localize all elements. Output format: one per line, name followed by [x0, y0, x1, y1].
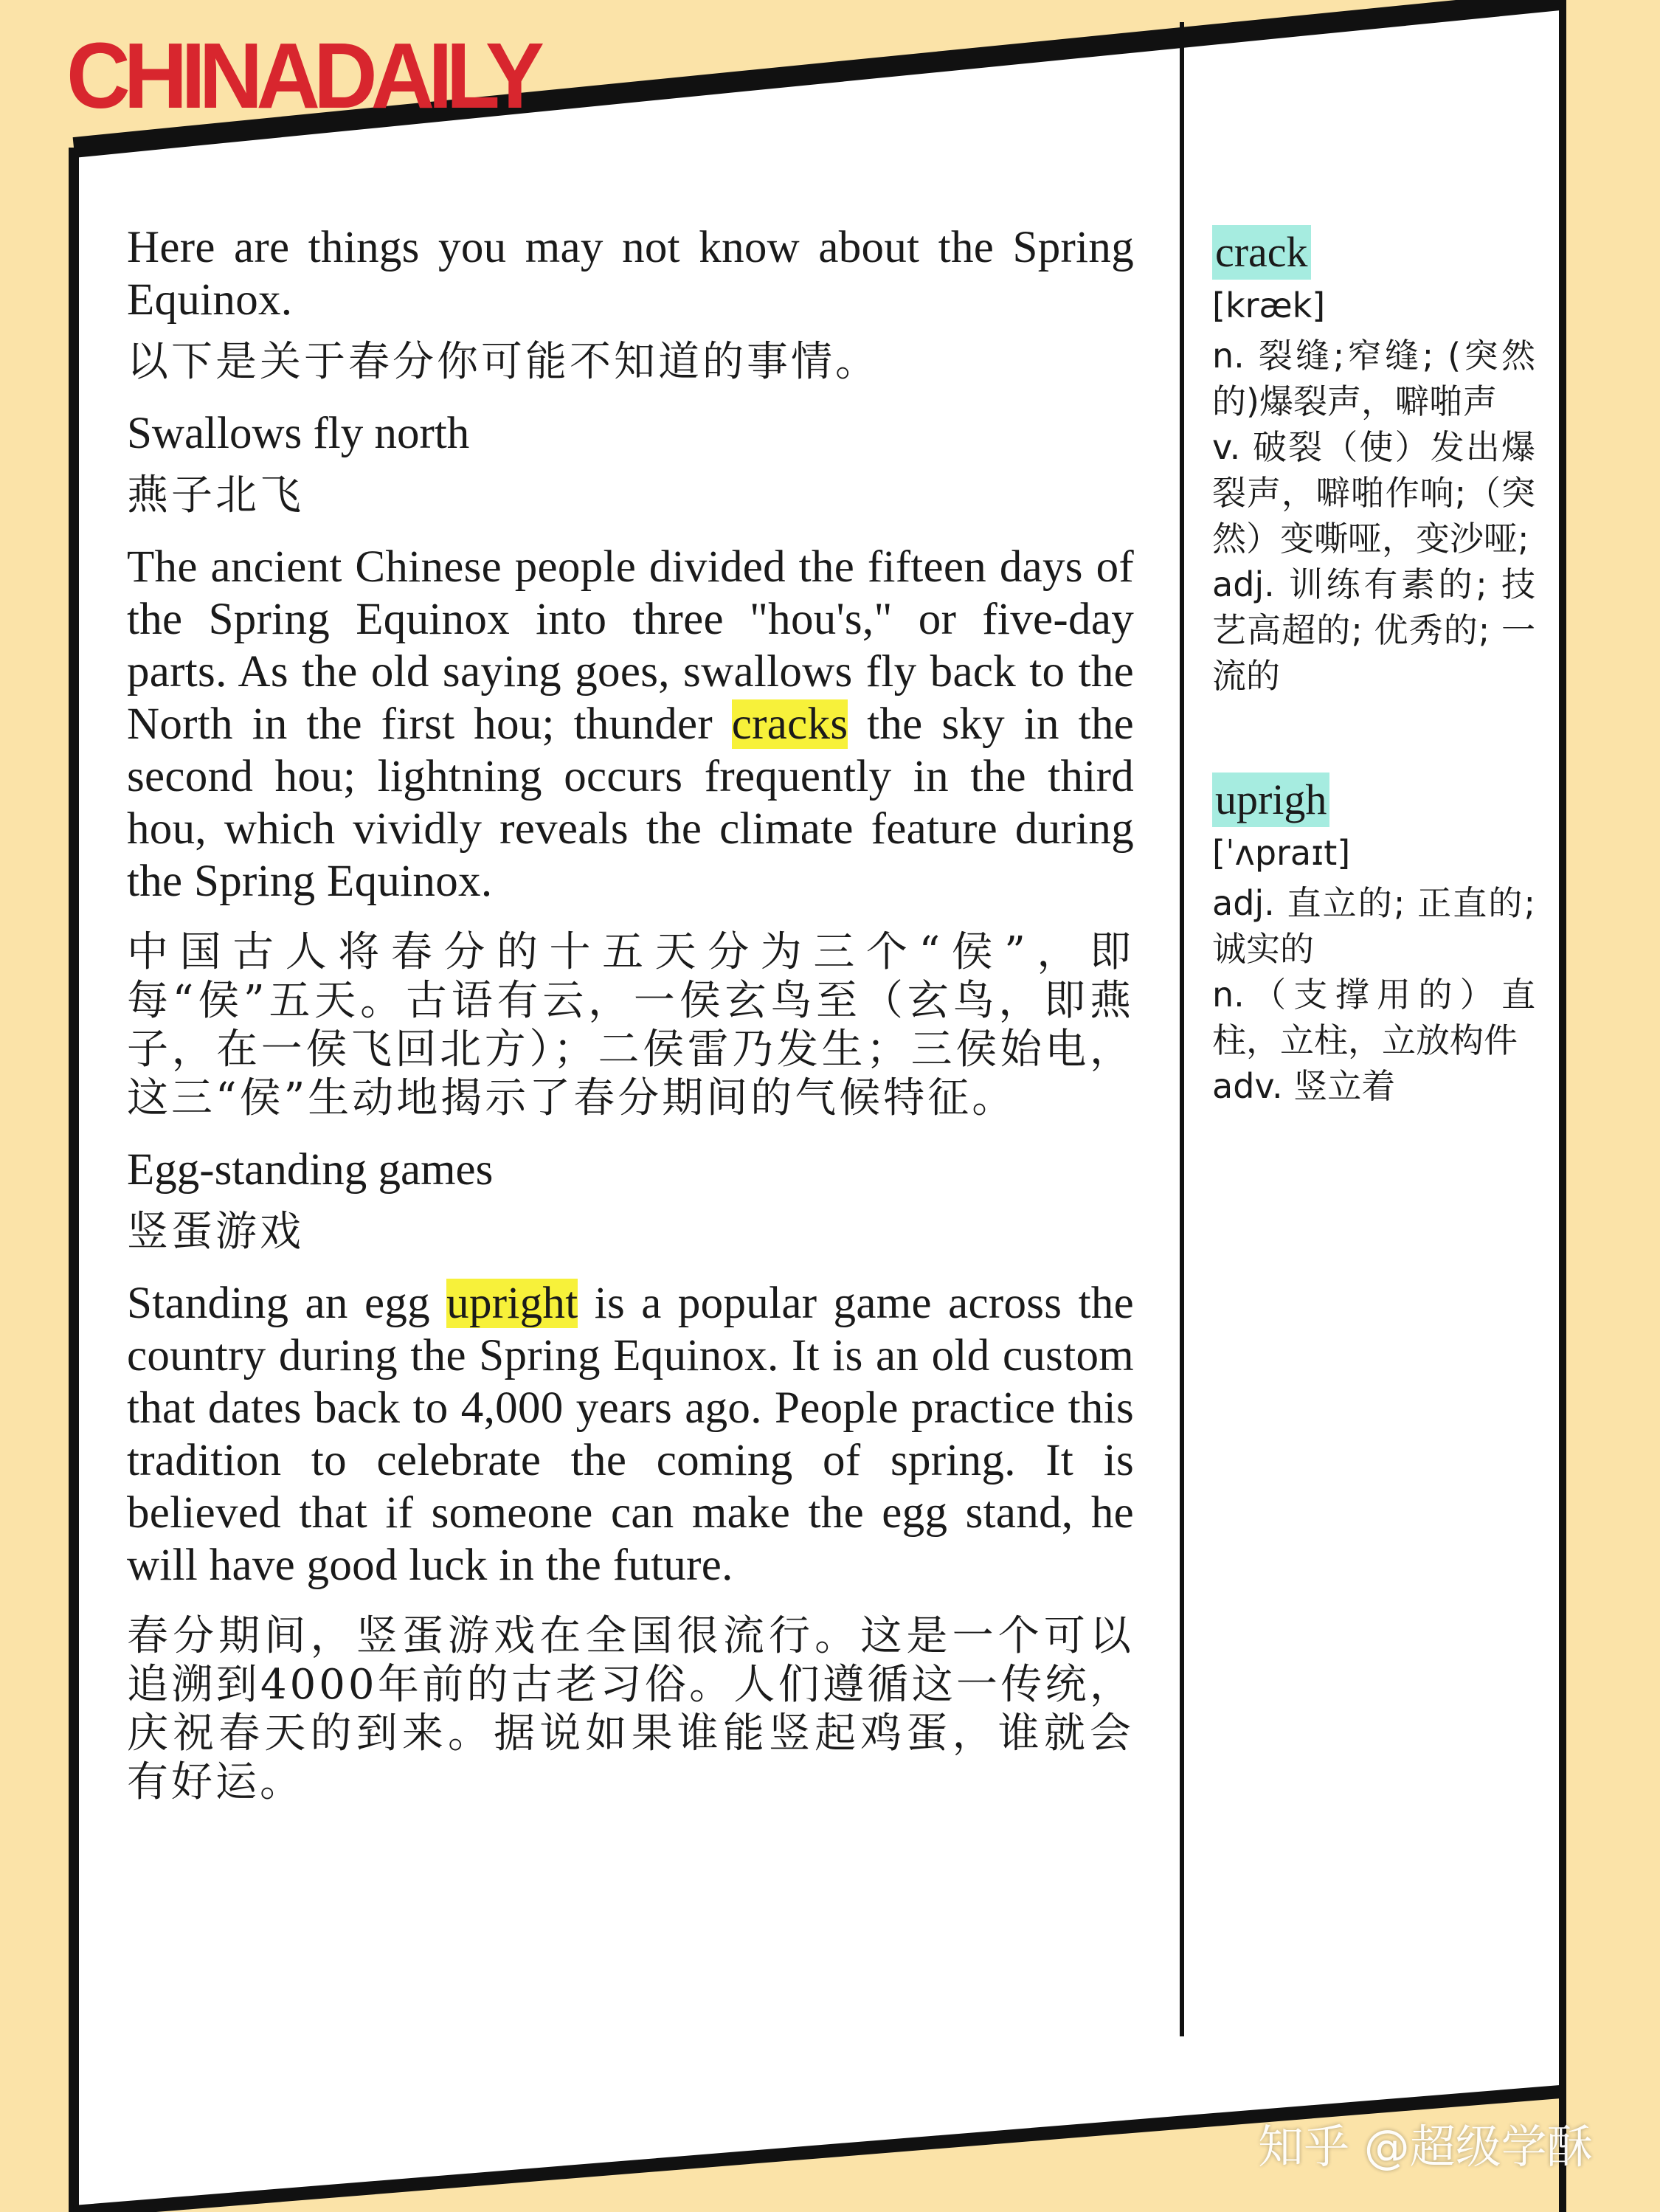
- vocab-phonetic: [ˈʌpraɪt]: [1212, 833, 1351, 873]
- section2-paragraph-chinese: 春分期间，竖蛋游戏在全国很流行。这是一个可以追溯到4000年前的古老习俗。人们遵循这一传统，庆祝春天的到来。据说如果谁能竖起鸡蛋，谁就会有好运。: [127, 1612, 1134, 1806]
- intro-chinese: 以下是关于春分你可能不知道的事情。: [127, 338, 879, 386]
- section1-heading-chinese: 燕子北飞: [127, 471, 304, 519]
- section2-heading-english: Egg-standing games: [127, 1145, 494, 1195]
- text-segment: the sky in the second hou; lightning occurs frequently in the third hou, which vividly reveals the climate feature during the Spring Equinox.: [127, 699, 1134, 906]
- vocab-word: crack: [1212, 225, 1311, 280]
- section1-paragraph-chinese: 中国古人将春分的十五天分为三个“侯”，即每“侯”五天。古语有云，一侯玄鸟至（玄鸟，即燕子，在一侯飞回北方）；二侯雷乃发生；三侯始电，这三“侯”生动地揭示了春分期间的气候特征。: [127, 928, 1134, 1122]
- section2-paragraph-english: [127, 1277, 1134, 1591]
- vocab-entry-crack: [1212, 225, 1535, 699]
- vocab-definition: n.（支撑用的）直柱，立柱，立放构件: [1212, 975, 1535, 1060]
- zhihu-watermark: 知乎 @超级学酥: [1258, 2120, 1593, 2174]
- section2-heading-chinese: 竖蛋游戏: [127, 1208, 304, 1256]
- text-segment: The ancient Chinese people divided the fifteen days of the Spring Equinox into three "hou's," or five-day parts. As the old saying goes, swallows fly back to the North in the first hou; thunder: [127, 542, 1134, 749]
- vocabulary-column: [1212, 225, 1535, 1109]
- vocab-phonetic: [kræk]: [1212, 286, 1326, 325]
- vocab-entry-upright: [1212, 773, 1535, 1109]
- vocab-definition: adv. 竖立着: [1212, 1066, 1396, 1106]
- text-segment: Standing an egg: [127, 1279, 447, 1328]
- text-segment: is a popular game across the country during the Spring Equinox. It is an old custom that dates back to 4,000 years ago. People practice this tradition to celebrate the coming of spring. It is believed that if someone can make the egg stand, he will have good luck in the future.: [127, 1279, 1134, 1590]
- highlighted-word-cracks: cracks: [731, 699, 848, 749]
- vocab-definition: adj. 训练有素的; 技艺高超的; 优秀的; 一流的: [1212, 564, 1535, 696]
- vocab-definition: adj. 直立的; 正直的; 诚实的: [1212, 883, 1535, 969]
- vocab-definition: n. 裂缝;窄缝; (突然的)爆裂声，噼啪声: [1212, 336, 1535, 421]
- section1-paragraph-english: [127, 541, 1134, 908]
- vocab-word: uprigh: [1212, 773, 1329, 827]
- china-daily-logo: CHINADAILY: [66, 24, 538, 128]
- intro-english: Here are things you may not know about the Spring Equinox.: [127, 223, 1134, 325]
- section1-heading-english: Swallows fly north: [127, 409, 470, 458]
- highlighted-word-upright: upright: [446, 1279, 578, 1328]
- vocab-definition: v. 破裂（使）发出爆裂声，噼啪作响;（突然）变嘶哑，变沙哑;: [1212, 427, 1535, 559]
- article-column: [127, 221, 1134, 1807]
